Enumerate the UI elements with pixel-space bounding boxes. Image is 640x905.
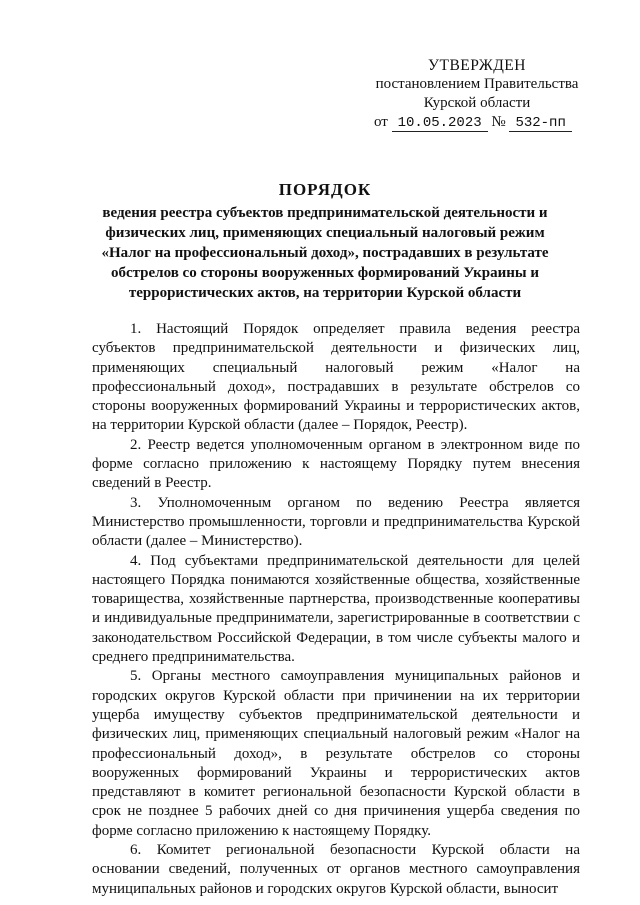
- document-body: [92, 320, 580, 899]
- paragraph-1: 1. Настоящий Порядок определяет правила ведения реестра субъектов предпринимательской деятельности и физических лиц, применяющих специальный налоговый режим «Налог на профессиональный доход», пострадавших в результате обстрелов со стороны вооруженных формирований Украины и террористических актов, на территории Курской области (далее – Порядок, Реестр).: [92, 321, 580, 434]
- approval-date-line: [362, 113, 592, 133]
- document-title: [90, 180, 560, 303]
- approval-number: 532-пп: [509, 115, 571, 132]
- paragraph-5: 5. Органы местного самоуправления муниципальных районов и городских округов Курской области при причинении на их территории ущерба имуществу субъектов предпринимательской деятельности и физических лиц, применяющих специальный налоговый режим «Налог на профессиональный доход», в результате обстрелов со стороны вооруженных формирований Украины и террористических актов представляют в комитет региональной безопасности Курской области в срок не позднее 5 рабочих дней со дня причинения ущерба сведения по форме согласно приложению к настоящему Порядку.: [92, 668, 580, 839]
- title-main: ПОРЯДОК: [278, 180, 372, 199]
- approval-stamp: [362, 56, 592, 133]
- paragraph-3: 3. Уполномоченным органом по ведению Реестра является Министерство промышленности, торговли и предпринимательства Курской области (далее – Министерство).: [92, 494, 580, 550]
- approval-line-2: Курской области: [423, 95, 531, 111]
- approval-date: 10.05.2023: [392, 115, 488, 132]
- approval-heading: УТВЕРЖДЕН: [428, 57, 526, 74]
- paragraph-2: 2. Реестр ведется уполномоченным органом в электронном виде по форме согласно приложению к настоящему Порядку путем внесения сведений в Реестр.: [92, 436, 580, 492]
- paragraph-4: 4. Под субъектами предпринимательской деятельности для целей настоящего Порядка понимаются хозяйственные общества, хозяйственные товарищества, хозяйственные партнерства, производственные кооперативы и индивидуальные предприниматели, зарегистрированные в соответствии с законодательством Российской Федерации, в том числе субъекты малого и среднего предпринимательства.: [92, 552, 580, 666]
- date-prefix: от: [374, 114, 388, 130]
- paragraph-6: 6. Комитет региональной безопасности Курской области на основании сведений, полученных от органов местного самоуправления муниципальных районов и городских округов Курской области, выносит: [92, 842, 580, 897]
- approval-line-1: постановлением Правительства: [375, 76, 579, 92]
- number-prefix: №: [491, 114, 506, 130]
- title-subtitle: ведения реестра субъектов предпринимательской деятельности и физических лиц, применяющих специальный налоговый режим «Налог на профессиональный доход», пострадавших в результате обстрелов со стороны вооруженных формирований Украины и террористических актов, на территории Курской области: [101, 205, 549, 301]
